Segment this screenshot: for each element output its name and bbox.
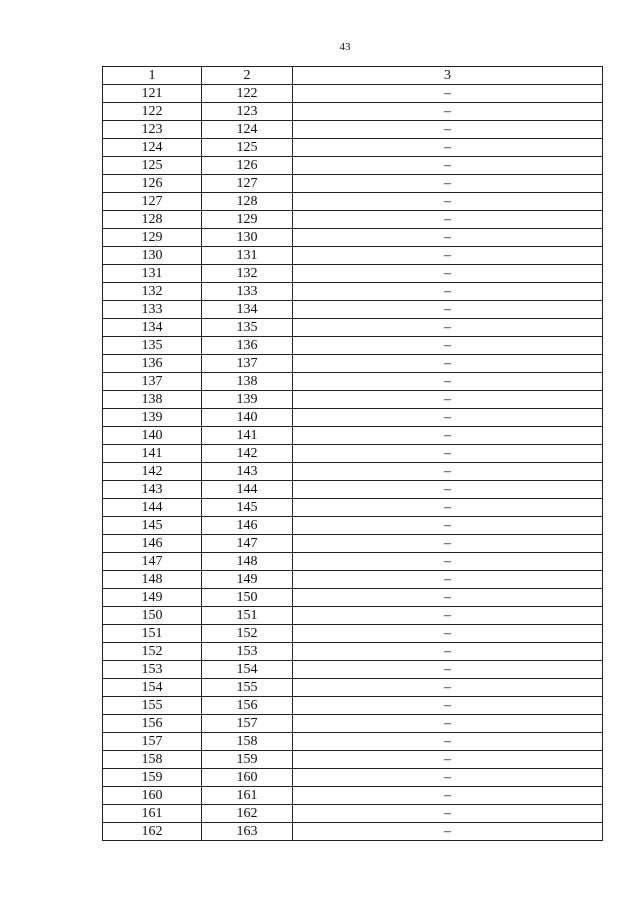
- table-row: [103, 481, 603, 499]
- table-cell-col-3: –: [293, 103, 603, 121]
- table-cell-col-1: 159: [103, 769, 202, 787]
- table-cell-col-2: 161: [202, 787, 293, 805]
- table-row: [103, 517, 603, 535]
- table-cell-col-1: 152: [103, 643, 202, 661]
- table-cell-col-2: 133: [202, 283, 293, 301]
- table-cell-col-1: 128: [103, 211, 202, 229]
- table-cell-col-2: 146: [202, 517, 293, 535]
- table-cell-col-3: –: [293, 445, 603, 463]
- table-cell-col-3: –: [293, 679, 603, 697]
- table-cell-col-3: –: [293, 175, 603, 193]
- table-row: [103, 103, 603, 121]
- table-cell-col-1: 125: [103, 157, 202, 175]
- table-cell-col-2: 136: [202, 337, 293, 355]
- table-cell-col-1: 135: [103, 337, 202, 355]
- table-cell-col-3: –: [293, 301, 603, 319]
- table-cell-col-2: 150: [202, 589, 293, 607]
- table-cell-col-3: –: [293, 283, 603, 301]
- table-row: [103, 571, 603, 589]
- table-cell-col-3: –: [293, 157, 603, 175]
- table-row: [103, 751, 603, 769]
- table-cell-col-3: –: [293, 607, 603, 625]
- table-cell-col-3: –: [293, 373, 603, 391]
- table-cell-col-2: 130: [202, 229, 293, 247]
- table-cell-col-2: 125: [202, 139, 293, 157]
- table-cell-col-1: 140: [103, 427, 202, 445]
- table-cell-col-1: 137: [103, 373, 202, 391]
- table-cell-col-1: 138: [103, 391, 202, 409]
- table-row: [103, 463, 603, 481]
- table-cell-col-1: 150: [103, 607, 202, 625]
- table-cell-col-1: 144: [103, 499, 202, 517]
- table-cell-col-2: 140: [202, 409, 293, 427]
- table-cell-col-2: 154: [202, 661, 293, 679]
- table-row: [103, 355, 603, 373]
- table-cell-col-3: –: [293, 319, 603, 337]
- table-cell-col-2: 144: [202, 481, 293, 499]
- table-cell-col-1: 139: [103, 409, 202, 427]
- table-row: [103, 679, 603, 697]
- table-cell-col-3: –: [293, 265, 603, 283]
- table-cell-col-1: 160: [103, 787, 202, 805]
- table-cell-col-1: 153: [103, 661, 202, 679]
- table-cell-col-3: –: [293, 805, 603, 823]
- table-cell-col-2: 157: [202, 715, 293, 733]
- table-cell-col-2: 139: [202, 391, 293, 409]
- table-cell-col-2: 158: [202, 733, 293, 751]
- table-cell-col-3: –: [293, 553, 603, 571]
- table-cell-col-1: 129: [103, 229, 202, 247]
- table-cell-col-1: 133: [103, 301, 202, 319]
- table-cell-col-3: –: [293, 247, 603, 265]
- table-cell-col-3: –: [293, 535, 603, 553]
- table-row: [103, 661, 603, 679]
- table-cell-col-2: 131: [202, 247, 293, 265]
- table-cell-col-1: 157: [103, 733, 202, 751]
- table-cell-col-2: 155: [202, 679, 293, 697]
- table-cell-col-1: 132: [103, 283, 202, 301]
- table-cell-col-1: 155: [103, 697, 202, 715]
- table-row: [103, 625, 603, 643]
- table-cell-col-1: 124: [103, 139, 202, 157]
- table-cell-col-2: 152: [202, 625, 293, 643]
- table-cell-col-2: 163: [202, 823, 293, 841]
- table-cell-col-2: 162: [202, 805, 293, 823]
- table-cell-col-3: –: [293, 589, 603, 607]
- table-cell-col-3: –: [293, 229, 603, 247]
- table-cell-col-2: 134: [202, 301, 293, 319]
- table-cell-col-2: 132: [202, 265, 293, 283]
- column-header-2: 2: [202, 67, 293, 85]
- table-row: [103, 535, 603, 553]
- table-cell-col-1: 149: [103, 589, 202, 607]
- table-cell-col-3: –: [293, 121, 603, 139]
- table-cell-col-2: 160: [202, 769, 293, 787]
- table-row: [103, 499, 603, 517]
- table-cell-col-3: –: [293, 643, 603, 661]
- table-cell-col-3: –: [293, 715, 603, 733]
- table-cell-col-3: –: [293, 85, 603, 103]
- table-row: [103, 643, 603, 661]
- table-cell-col-2: 122: [202, 85, 293, 103]
- table-cell-col-3: –: [293, 337, 603, 355]
- table-cell-col-1: 154: [103, 679, 202, 697]
- table-cell-col-3: –: [293, 517, 603, 535]
- table-cell-col-3: –: [293, 355, 603, 373]
- table-row: [103, 229, 603, 247]
- table-cell-col-2: 126: [202, 157, 293, 175]
- table-row: [103, 427, 603, 445]
- table-cell-col-1: 141: [103, 445, 202, 463]
- page-number: 43: [339, 41, 351, 53]
- table-row: [103, 283, 603, 301]
- table-row: [103, 391, 603, 409]
- table-row: [103, 211, 603, 229]
- table-cell-col-1: 145: [103, 517, 202, 535]
- table-row: [103, 823, 603, 841]
- table-cell-col-2: 129: [202, 211, 293, 229]
- table-cell-col-2: 142: [202, 445, 293, 463]
- table-cell-col-3: –: [293, 823, 603, 841]
- table-cell-col-1: 123: [103, 121, 202, 139]
- table-cell-col-1: 151: [103, 625, 202, 643]
- table-body: [103, 85, 603, 841]
- table-cell-col-3: –: [293, 661, 603, 679]
- table-row: [103, 139, 603, 157]
- table-cell-col-1: 142: [103, 463, 202, 481]
- table-cell-col-3: –: [293, 481, 603, 499]
- table-row: [103, 193, 603, 211]
- table-cell-col-2: 128: [202, 193, 293, 211]
- table-cell-col-2: 147: [202, 535, 293, 553]
- table-cell-col-2: 149: [202, 571, 293, 589]
- table-cell-col-3: –: [293, 751, 603, 769]
- column-header-1: 1: [103, 67, 202, 85]
- table-cell-col-3: –: [293, 499, 603, 517]
- table-cell-col-1: 156: [103, 715, 202, 733]
- table-row: [103, 589, 603, 607]
- table-row: [103, 553, 603, 571]
- table-cell-col-1: 161: [103, 805, 202, 823]
- table-row: [103, 733, 603, 751]
- table-row: [103, 247, 603, 265]
- table-cell-col-1: 148: [103, 571, 202, 589]
- table-cell-col-1: 127: [103, 193, 202, 211]
- table-cell-col-2: 159: [202, 751, 293, 769]
- table-row: [103, 445, 603, 463]
- table-cell-col-3: –: [293, 571, 603, 589]
- table-row: [103, 337, 603, 355]
- table-cell-col-2: 143: [202, 463, 293, 481]
- table-row: [103, 175, 603, 193]
- table-cell-col-3: –: [293, 139, 603, 157]
- table-row: [103, 85, 603, 103]
- table-cell-col-3: –: [293, 697, 603, 715]
- table-cell-col-1: 130: [103, 247, 202, 265]
- table-cell-col-1: 134: [103, 319, 202, 337]
- table-cell-col-2: 153: [202, 643, 293, 661]
- table-cell-col-1: 136: [103, 355, 202, 373]
- table-row: [103, 769, 603, 787]
- column-header-3: 3: [293, 67, 603, 85]
- table-row: [103, 805, 603, 823]
- table-cell-col-2: 145: [202, 499, 293, 517]
- header-row: [103, 67, 603, 85]
- table-cell-col-2: 124: [202, 121, 293, 139]
- table-cell-col-3: –: [293, 409, 603, 427]
- data-table: [102, 66, 603, 841]
- table-row: [103, 409, 603, 427]
- table-cell-col-3: –: [293, 769, 603, 787]
- table-cell-col-1: 126: [103, 175, 202, 193]
- table-cell-col-3: –: [293, 625, 603, 643]
- table-cell-col-2: 138: [202, 373, 293, 391]
- table-cell-col-3: –: [293, 391, 603, 409]
- table-row: [103, 697, 603, 715]
- table-cell-col-1: 143: [103, 481, 202, 499]
- table-cell-col-2: 135: [202, 319, 293, 337]
- table-cell-col-3: –: [293, 211, 603, 229]
- table-row: [103, 301, 603, 319]
- table-cell-col-3: –: [293, 193, 603, 211]
- table-cell-col-2: 151: [202, 607, 293, 625]
- table-row: [103, 373, 603, 391]
- table-cell-col-2: 148: [202, 553, 293, 571]
- table-row: [103, 607, 603, 625]
- table-cell-col-3: –: [293, 427, 603, 445]
- table-cell-col-3: –: [293, 787, 603, 805]
- table-cell-col-3: –: [293, 463, 603, 481]
- table-cell-col-2: 137: [202, 355, 293, 373]
- table-cell-col-1: 147: [103, 553, 202, 571]
- table-header: [103, 67, 603, 85]
- table-row: [103, 265, 603, 283]
- table-cell-col-2: 156: [202, 697, 293, 715]
- data-table-container: [102, 66, 602, 841]
- table-row: [103, 157, 603, 175]
- table-cell-col-1: 121: [103, 85, 202, 103]
- table-cell-col-2: 123: [202, 103, 293, 121]
- table-cell-col-1: 158: [103, 751, 202, 769]
- table-cell-col-3: –: [293, 733, 603, 751]
- table-row: [103, 121, 603, 139]
- table-row: [103, 319, 603, 337]
- table-cell-col-2: 141: [202, 427, 293, 445]
- table-cell-col-1: 146: [103, 535, 202, 553]
- table-cell-col-1: 131: [103, 265, 202, 283]
- table-row: [103, 787, 603, 805]
- table-cell-col-2: 127: [202, 175, 293, 193]
- table-cell-col-1: 162: [103, 823, 202, 841]
- table-cell-col-1: 122: [103, 103, 202, 121]
- table-row: [103, 715, 603, 733]
